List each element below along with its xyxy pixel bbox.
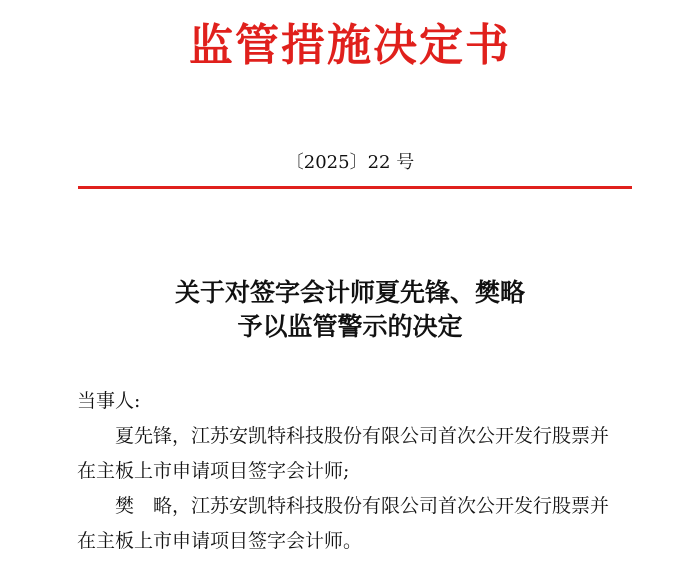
document-header-title: 监管措施决定书 [189, 20, 511, 71]
party-2-line-2: 在主板上市申请项目签字会计师。 [77, 530, 363, 552]
decision-title [0, 276, 700, 344]
party-2-line-1: 樊 略，江苏安凯特科技股份有限公司首次公开发行股票并 [115, 495, 610, 517]
party-1-line-2: 在主板上市申请项目签字会计师; [77, 460, 350, 482]
parties-label: 当事人: [77, 390, 141, 412]
decision-title-line-1: 关于对签字会计师夏先锋、樊略 [174, 278, 525, 307]
document-number: 〔2025〕22 号 [285, 152, 415, 173]
decision-title-line-2: 予以监管警示的决定 [237, 312, 463, 341]
party-1-line-1: 夏先锋，江苏安凯特科技股份有限公司首次公开发行股票并 [115, 425, 610, 447]
document-body [77, 384, 637, 559]
red-divider-line [78, 186, 632, 189]
